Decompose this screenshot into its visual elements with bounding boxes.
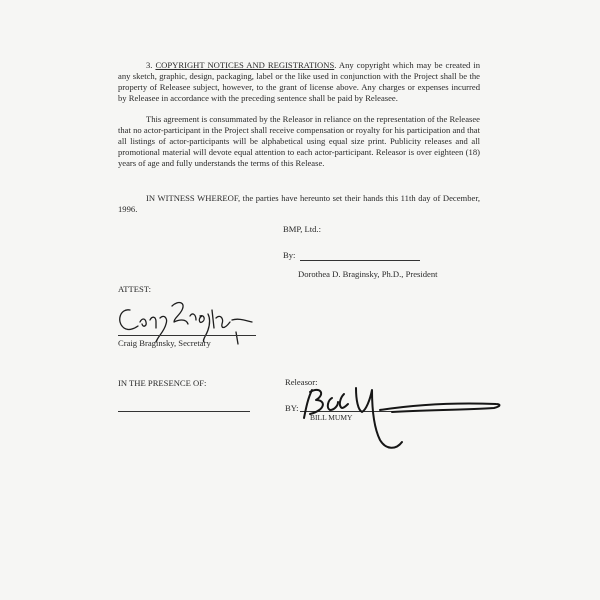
section-3-paragraph: [118, 60, 480, 104]
agreement-text: This agreement is consummated by the Releasor in reliance on the representation of the Releasee that no actor-participant in the Project shall receive compensation or royalty for his participation and that all listings of actor-participants will be alphabetical using equal size print. Publicity releases and all promotional material will devote equal attention to each actor-participant. Releasor is over eighteen (18) years of age and fully understands the terms of this Release.: [118, 114, 480, 168]
presence-signature-line: [118, 411, 250, 412]
releasor-label: Releasor:: [285, 377, 318, 387]
attest-signature-line: [118, 335, 256, 336]
presence-label: IN THE PRESENCE OF:: [118, 378, 207, 388]
section-body: . Any copyright which may be created in any sketch, graphic, design, packaging, label or the like used in conjunction with the Project shall be the property of Releasee subject, however, to the grant of license above. Any charges or expenses incurred by Releasee in accordance with the preceding sentence shall be paid by Releasee.: [118, 60, 480, 103]
section-heading: COPYRIGHT NOTICES AND REGISTRATIONS: [155, 60, 335, 70]
witness-paragraph: [118, 193, 480, 215]
bill-mumy-signature: [296, 380, 512, 456]
agreement-paragraph: [118, 114, 480, 169]
releasor-by-label: BY:: [285, 403, 299, 413]
attest-signatory: Craig Braginsky, Secretary: [118, 338, 211, 348]
releasor-name: BILL MUMY: [310, 413, 353, 422]
attest-label: ATTEST:: [118, 284, 151, 294]
company-name: BMP, Ltd.:: [283, 224, 321, 234]
company-by-label: By:: [283, 250, 296, 260]
company-signatory: Dorothea D. Braginsky, Ph.D., President: [298, 269, 438, 279]
company-signature-line: [300, 260, 420, 261]
witness-text: IN WITNESS WHEREOF, the parties have hereunto set their hands this 11th day of December, 1996.: [118, 193, 480, 214]
section-number: 3.: [146, 60, 153, 70]
